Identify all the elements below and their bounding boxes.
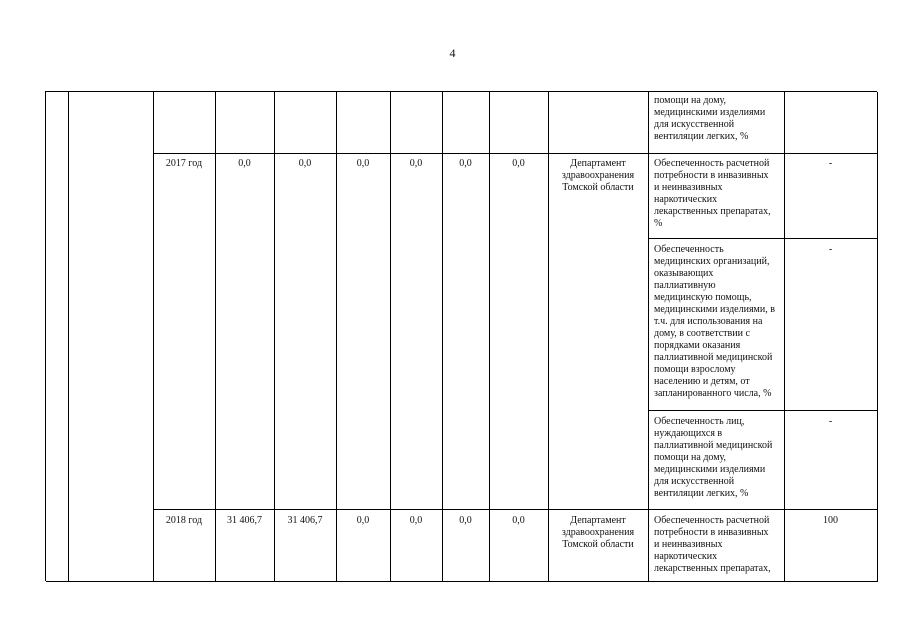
- indicator-2018-1: Обеспеченность расчетной потребности в инвазивных и неинвазивных наркотических лекарственных препаратах,: [654, 515, 771, 574]
- indicator-value-2017-3: -: [828, 416, 833, 427]
- executor-2017: Департамент здравоохранения Томской области: [561, 158, 635, 193]
- indicator-2017-1: Обеспеченность расчетной потребности в инвазивных и неинвазивных наркотических лекарственных препаратах, %: [654, 158, 771, 229]
- program-table: [45, 91, 877, 581]
- row-line-indicator: [648, 238, 878, 239]
- value-2017-col6: 0,0: [512, 158, 525, 169]
- col-line: [68, 92, 69, 581]
- row-line-2018: [153, 509, 878, 510]
- year-2018: 2018 год: [165, 515, 203, 526]
- value-2018-col6: 0,0: [512, 515, 525, 526]
- value-2018-col2: 31 406,7: [287, 515, 323, 526]
- value-2017-col2: 0,0: [298, 158, 312, 169]
- value-2018-col3: 0,0: [356, 515, 370, 526]
- value-2018-col4: 0,0: [409, 515, 423, 526]
- indicator-value-2018-1: 100: [823, 515, 838, 526]
- row-line-indicator: [648, 410, 878, 411]
- indicator-2017-3: Обеспеченность лиц, нуждающихся в паллиативной медицинской помощи на дому, медицинскими изделиями для искусственной вентиляции легких, %: [654, 416, 773, 499]
- value-2017-total: 0,0: [238, 158, 251, 169]
- value-2017-col5: 0,0: [459, 158, 472, 169]
- executor-2018: Департамент здравоохранения Томской области: [561, 515, 635, 550]
- col-line: [877, 92, 878, 581]
- table-bottom-line: [46, 581, 878, 582]
- indicator-value-2017-1: -: [828, 158, 833, 169]
- year-2017: 2017 год: [165, 158, 203, 169]
- indicator-value-2017-2: -: [828, 244, 833, 255]
- indicator-2017-2: Обеспеченность медицинских организаций, оказывающих паллиативную медицинскую помощь, медицинскими изделиями, в т.ч. для использования на дому, в соответствии с порядками оказания паллиативной медицинской помощи взрослому населению и детям, от запланированного числа, %: [654, 244, 775, 399]
- col-line: [648, 92, 649, 581]
- value-2018-col5: 0,0: [459, 515, 472, 526]
- row-line-2017: [153, 153, 878, 154]
- page-number: 4: [449, 46, 456, 60]
- value-2017-col4: 0,0: [409, 158, 423, 169]
- value-2018-total: 31 406,7: [227, 515, 262, 526]
- top-indicator: помощи на дому, медицинскими изделиями для искусственной вентиляции легких, %: [654, 95, 766, 142]
- value-2017-col3: 0,0: [356, 158, 370, 169]
